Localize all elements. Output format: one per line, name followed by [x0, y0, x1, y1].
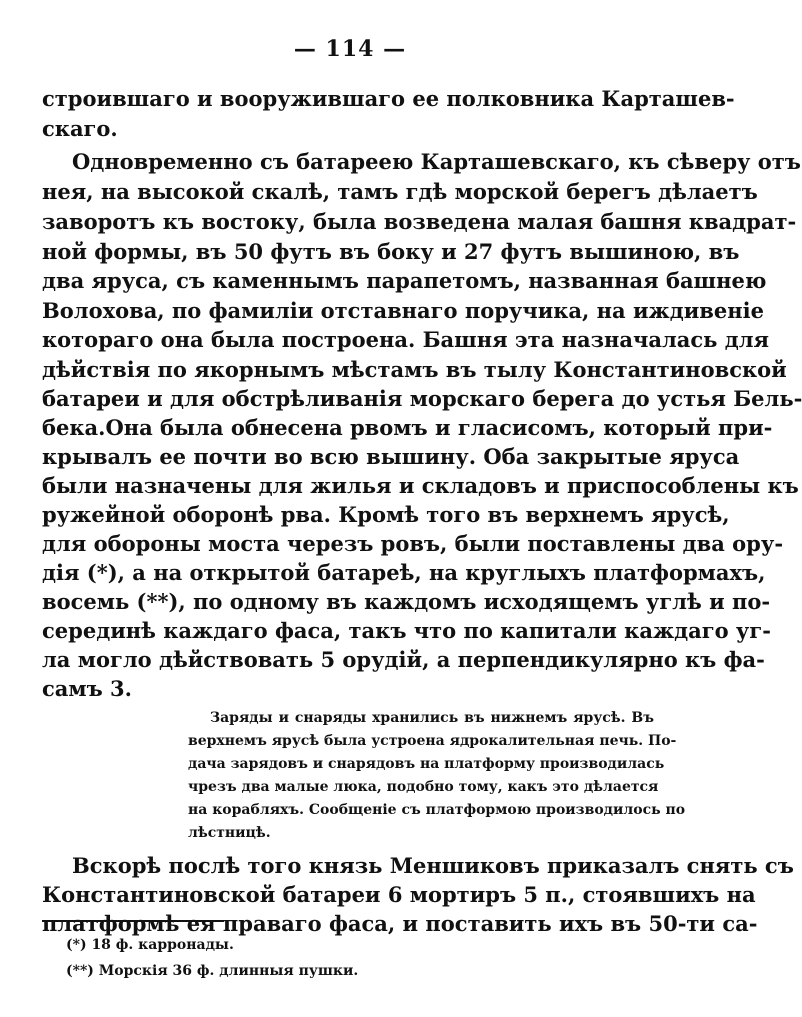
- text-line: заворотъ къ востоку, была возведена малая башня квадрат-: [42, 209, 797, 234]
- text-line: крывалъ ее почти во всю вышину. Оба закрытые яруса: [42, 444, 740, 469]
- text-line: дѣйствія по якорнымъ мѣстамъ въ тылу Константиновской: [42, 357, 787, 382]
- note-line: чрезъ два малые люка, подобно тому, какъ это дѣлается: [188, 779, 659, 795]
- text-line: платформѣ ея праваго фаса, и поставить ихъ въ 50-ти са-: [42, 911, 758, 936]
- text-line: были назначены для жилья и складовъ и приспособлены къ: [42, 473, 799, 498]
- text-line: для обороны моста черезъ ровъ, были поставлены два ору-: [42, 531, 784, 556]
- text-line: нея, на высокой скалѣ, тамъ гдѣ морской берегъ дѣлаетъ: [42, 179, 758, 204]
- text-line: ла могло дѣйствовать 5 орудій, а перпендикулярно къ фа-: [42, 647, 765, 672]
- text-line: дія (*), а на открытой батареѣ, на круглыхъ платформахъ,: [42, 560, 766, 585]
- note-line: Заряды и снаряды хранились въ нижнемъ ярусѣ. Въ: [210, 710, 654, 726]
- text-line: Константиновской батареи 6 мортиръ 5 п., стоявшихъ на: [42, 882, 756, 907]
- text-line: Волохова, по фамиліи отставнаго поручика, на иждивеніе: [42, 298, 764, 323]
- text-line: Вскорѣ послѣ того князь Меншиковъ приказалъ снять съ: [72, 853, 794, 878]
- note-line: верхнемъ ярусѣ была устроена ядрокалительная печь. По-: [188, 733, 677, 749]
- text-line: ружейной оборонѣ рва. Кромѣ того въ верхнемъ ярусѣ,: [42, 502, 730, 527]
- text-line: восемь (**), по одному въ каждомъ исходящемъ углѣ и по-: [42, 589, 771, 614]
- note-line: лѣстницѣ.: [188, 825, 271, 841]
- text-line: ной формы, въ 50 футъ въ боку и 27 футъ вышиною, въ: [42, 239, 740, 264]
- text-line: два яруса, съ каменнымъ парапетомъ, названная башнею: [42, 268, 767, 293]
- text-line: самъ 3.: [42, 676, 132, 701]
- text-line: серединѣ каждаго фаса, такъ что по капитали каждаго уг-: [42, 618, 771, 643]
- footnote: (*) 18 ф. карронады.: [66, 937, 234, 953]
- note-line: на корабляхъ. Сообщеніе съ платформою производилось по: [188, 802, 686, 818]
- page-number: — 114 —: [293, 36, 407, 62]
- text-line: Одновременно съ батареею Карташевскаго, къ сѣверу отъ: [72, 149, 801, 174]
- footnote-divider: [42, 920, 224, 922]
- footnote: (**) Морскія 36 ф. длинныя пушки.: [66, 963, 359, 979]
- text-line: строившаго и вооружившаго ее полковника Карташев-: [42, 86, 735, 111]
- text-line: бека.Она была обнесена рвомъ и гласисомъ, который при-: [42, 415, 773, 440]
- text-line: скаго.: [42, 116, 118, 141]
- note-line: дача зарядовъ и снарядовъ на платформу производилась: [188, 756, 665, 772]
- text-line: котораго она была построена. Башня эта назначалась для: [42, 327, 770, 352]
- text-line: батареи и для обстрѣливанія морскаго берега до устья Бель-: [42, 386, 802, 411]
